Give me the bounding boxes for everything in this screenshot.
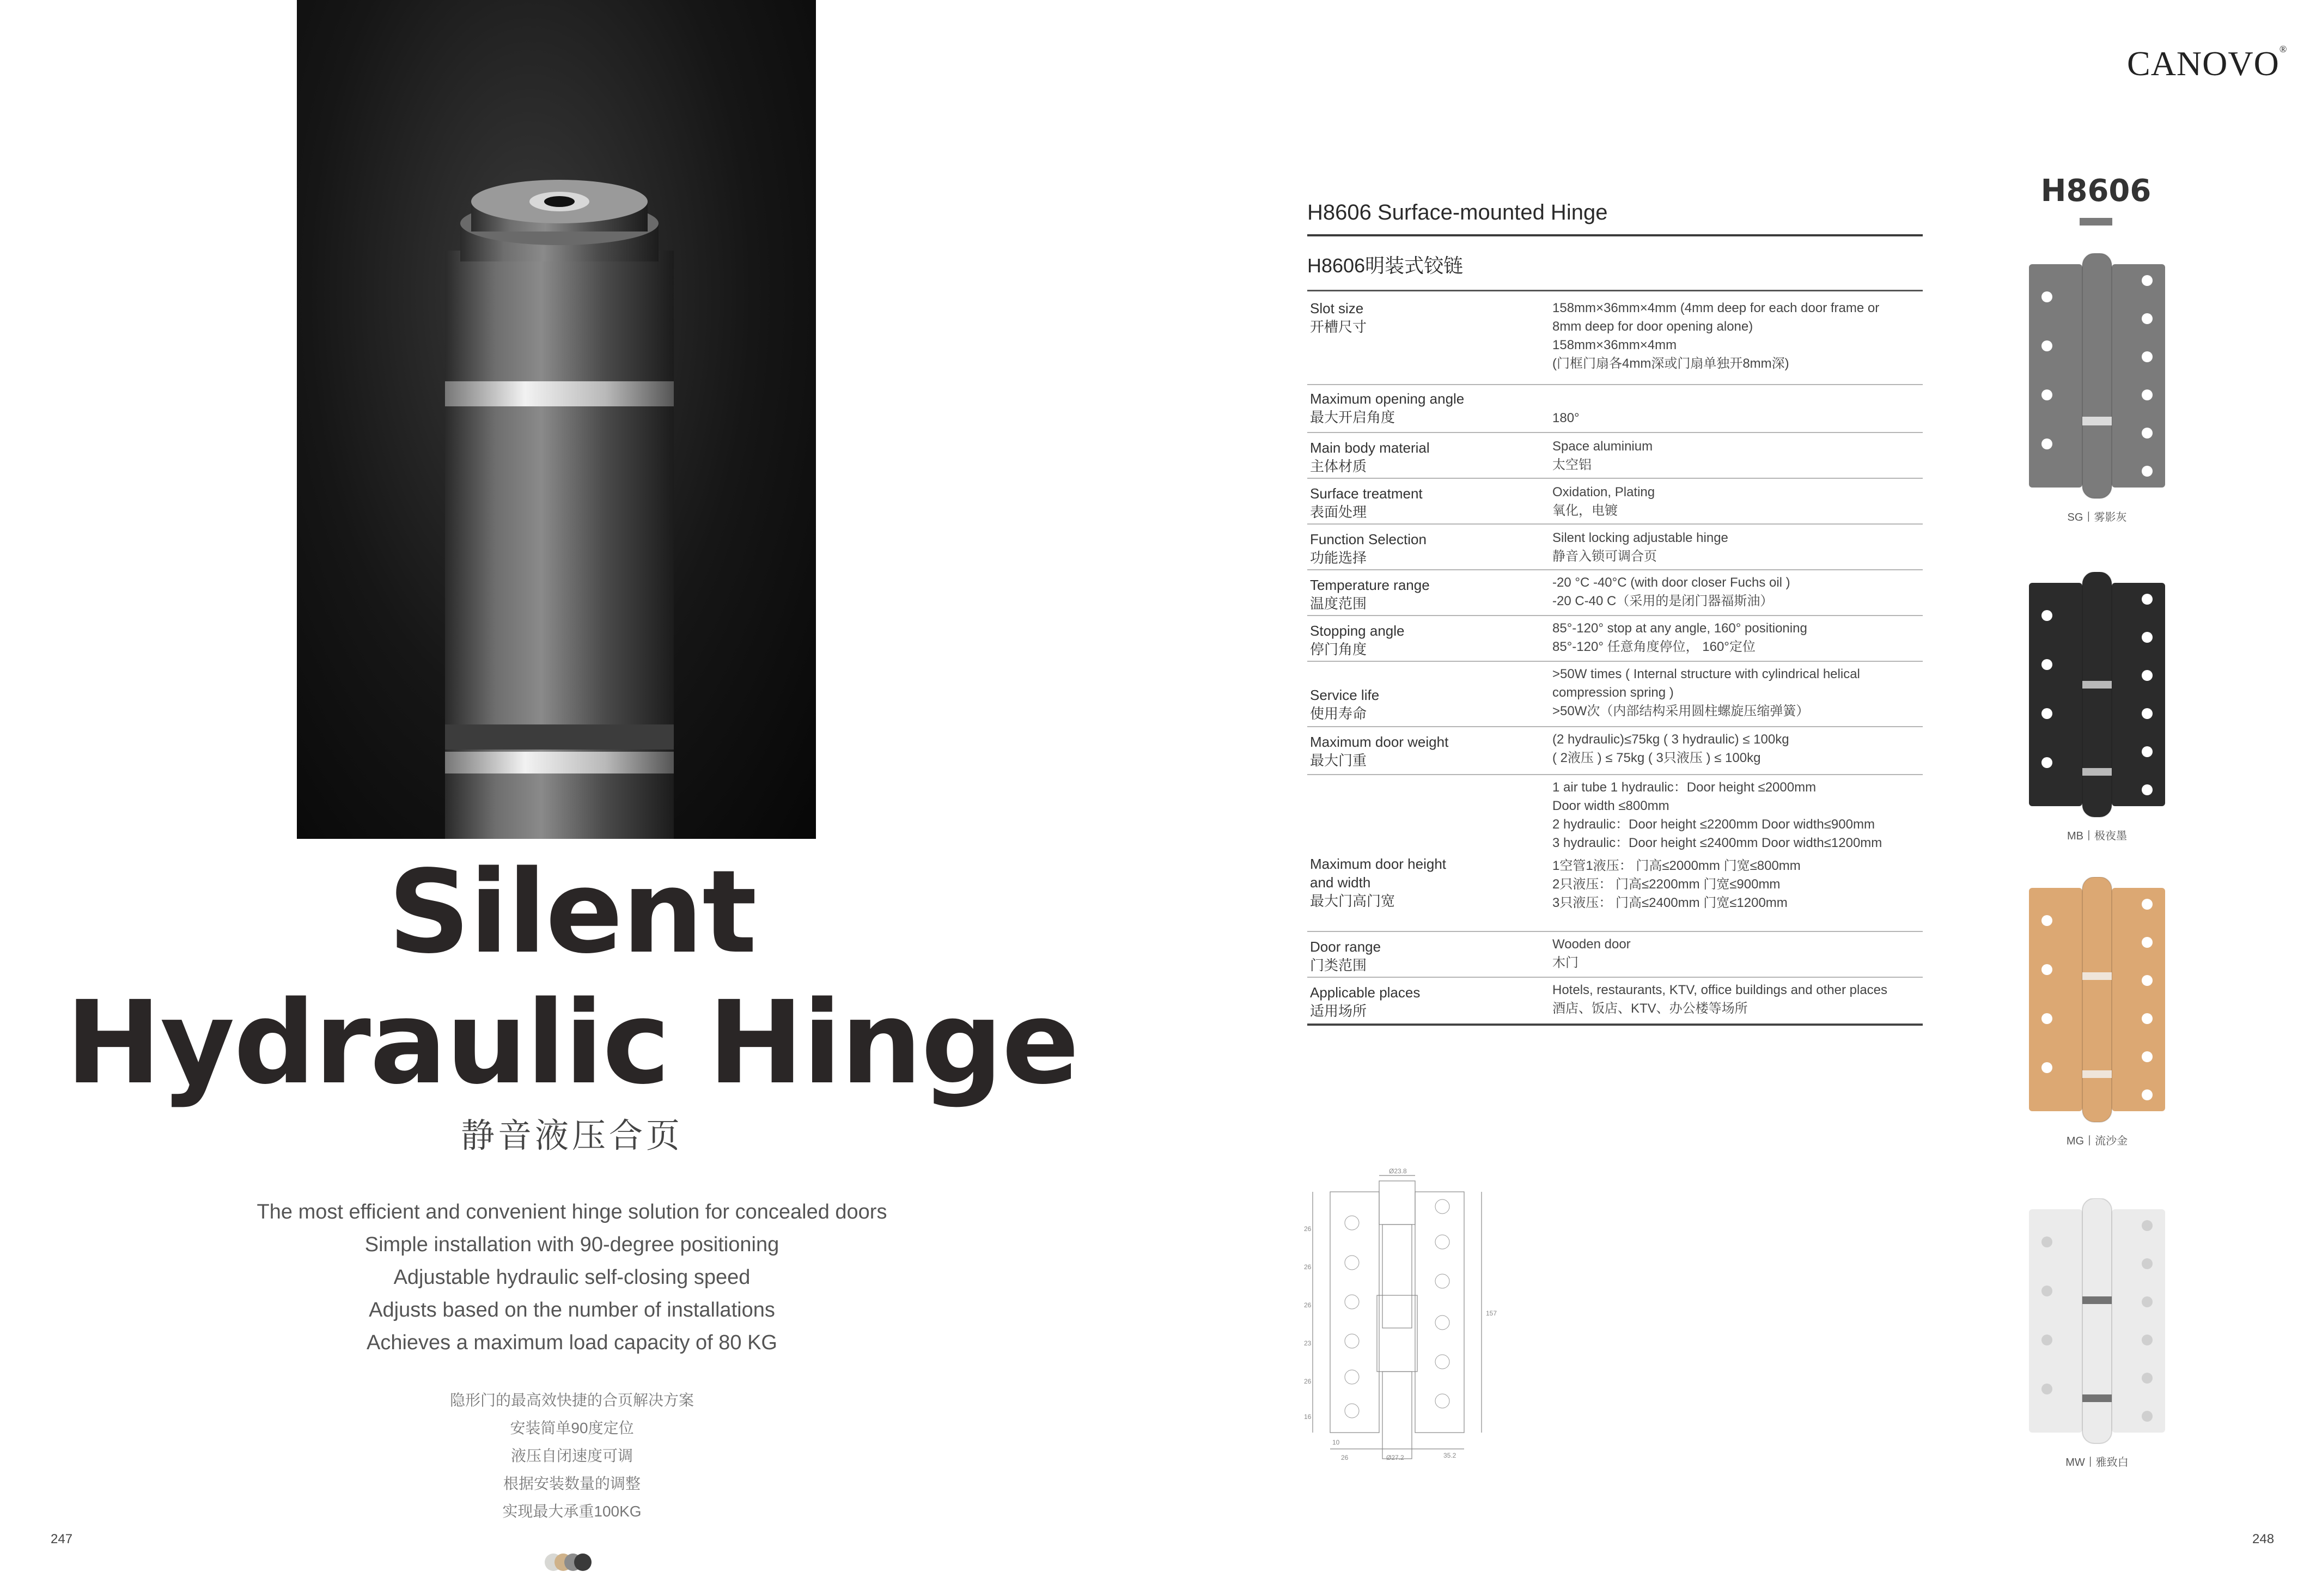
dim-label: 26 <box>1304 1225 1312 1233</box>
spec-label <box>1310 686 1379 723</box>
spec-label-cn: 使用寿命 <box>1310 705 1367 722</box>
spec-value-line: -20 °C -40°C (with door closer Fuchs oil ) <box>1552 575 1790 590</box>
feature-item-en: Adjustable hydraulic self-closing speed <box>393 1266 751 1289</box>
spec-value-line: 2 hydraulic：Door height ≤2200mm Door width≤900mm <box>1552 817 1875 832</box>
model-label: H8606 <box>2040 173 2152 209</box>
spec-value-line: Wooden door <box>1552 937 1631 952</box>
dim-label: 35.2 <box>1443 1452 1456 1459</box>
spec-label-en: Maximum door weight <box>1310 734 1449 750</box>
spec-value <box>1552 299 1923 373</box>
screw-hole-markers <box>1345 1199 1449 1418</box>
hinge-product-image <box>2015 1198 2179 1449</box>
spec-value-line: 85°-120° 任意角度停位， 160°定位 <box>1552 639 1756 654</box>
spec-value <box>1552 437 1923 474</box>
spec-label-en: Service life <box>1310 687 1380 703</box>
spec-label <box>1310 855 1446 910</box>
spec-label <box>1310 389 1464 427</box>
spec-value <box>1552 529 1923 566</box>
spec-value-line: Silent locking adjustable hinge <box>1552 531 1728 545</box>
spec-value-line: 158mm×36mm×4mm <box>1552 338 1677 352</box>
spec-row-opening-angle <box>1307 385 1923 433</box>
dim-label: 10 <box>1332 1439 1340 1446</box>
feature-item-en: Simple installation with 90-degree positioning <box>364 1233 779 1256</box>
spec-value <box>1552 619 1923 656</box>
hinge-product-image <box>2015 253 2179 504</box>
brand-logo <box>2127 44 2287 84</box>
hinge-product-image <box>2015 877 2179 1128</box>
spec-label-en: Surface treatment <box>1310 485 1423 502</box>
color-swatch <box>574 1554 592 1571</box>
variant-sg <box>2015 253 2179 524</box>
spec-label-en: Stopping angle <box>1310 623 1405 639</box>
spec-value-line: compression spring ) <box>1552 685 1674 700</box>
spec-row-temperature <box>1307 570 1923 616</box>
spec-value-line: Door width ≤800mm <box>1552 799 1669 813</box>
spec-value-line: 太空铝 <box>1552 458 1592 472</box>
spec-label-cn: 主体材质 <box>1310 458 1367 474</box>
spec-row-door-weight <box>1307 727 1923 775</box>
hero-product-photo <box>297 0 816 839</box>
page-number-right: 248 <box>2252 1532 2275 1546</box>
spec-value-line: 85°-120° stop at any angle, 160° positioning <box>1552 621 1807 636</box>
spec-value-line: (2 hydraulic)≤75kg ( 3 hydraulic) ≤ 100kg <box>1552 732 1789 747</box>
spec-label-cn: 温度范围 <box>1310 595 1367 612</box>
hydraulic-hinge-closeup-image <box>297 0 816 839</box>
feature-item-cn: 隐形门的最高效快捷的合页解决方案 <box>449 1392 694 1409</box>
spec-value <box>1552 981 1923 1018</box>
hinge-product-image <box>2015 572 2179 823</box>
variant-mw <box>2015 1198 2179 1469</box>
spec-label-en: Slot size <box>1310 300 1364 316</box>
spec-label-cn: 表面处理 <box>1310 504 1367 520</box>
spec-row-function <box>1307 525 1923 570</box>
divider <box>1307 234 1923 236</box>
spec-value <box>1552 574 1923 611</box>
spec-row-slot-size <box>1307 291 1923 385</box>
spec-value <box>1552 409 1923 428</box>
spec-label-en: Main body material <box>1310 440 1430 456</box>
feature-list-cn <box>0 1386 1144 1525</box>
spec-value-line: Space aluminium <box>1552 439 1653 454</box>
spec-value-line: 静音入锁可调合页 <box>1552 549 1657 564</box>
feature-item-cn: 根据安装数量的调整 <box>503 1475 641 1492</box>
spec-label-cn: 最大开启角度 <box>1310 409 1395 425</box>
spec-label-cn: 最大门重 <box>1310 752 1367 769</box>
dim-label: Ø23.8 <box>1389 1167 1407 1175</box>
spec-label-en: and width <box>1310 874 1371 891</box>
spec-label <box>1310 622 1404 659</box>
spec-label-en: Door range <box>1310 939 1381 955</box>
spec-label-cn: 适用场所 <box>1310 1003 1367 1019</box>
variant-caption: SG丨雾影灰 <box>2067 511 2127 523</box>
spec-value-line: ( 2液压 ) ≤ 75kg ( 3只液压 ) ≤ 100kg <box>1552 751 1761 765</box>
dim-label: 157 <box>1486 1309 1497 1317</box>
variant-mg <box>2015 877 2179 1148</box>
variant-caption: MW丨雅致白 <box>2065 1457 2129 1469</box>
spec-row-surface-treatment <box>1307 479 1923 525</box>
hero-title-line-2: Hydraulic Hinge <box>65 976 1078 1110</box>
spec-label-en: Maximum door height <box>1310 856 1446 872</box>
spec-row-body-material <box>1307 433 1923 479</box>
hero-title-line-1: Silent <box>388 845 756 979</box>
spec-value-line: 氧化，电镀 <box>1552 503 1618 518</box>
variant-mb <box>2015 572 2179 843</box>
dim-label: 26 <box>1304 1378 1312 1385</box>
spec-value-line: 1空管1液压： 门高≤2000mm 门宽≤800mm <box>1552 858 1801 873</box>
feature-item-cn: 实现最大承重100KG <box>502 1503 642 1520</box>
technical-drawing <box>1296 1166 1525 1471</box>
spec-value <box>1552 730 1923 767</box>
spec-row-applicable-places <box>1307 978 1923 1026</box>
spec-label-en: Maximum opening angle <box>1310 391 1465 407</box>
spec-value-line: 180° <box>1552 411 1580 425</box>
spec-row-service-life <box>1307 662 1923 727</box>
spec-value-line: 木门 <box>1552 955 1578 970</box>
spec-value-line: 3 hydraulic：Door height ≤2400mm Door width≤1200mm <box>1552 836 1882 850</box>
spec-label-cn: 停门角度 <box>1310 641 1367 657</box>
spec-label <box>1310 438 1430 476</box>
spec-value-line: -20 C-40 C（采用的是闭门器福斯油） <box>1552 594 1773 608</box>
spec-value-line: 3只液压： 门高≤2400mm 门宽≤1200mm <box>1552 896 1788 910</box>
feature-item-en: Achieves a maximum load capacity of 80 KG <box>366 1331 777 1354</box>
spec-value <box>1552 935 1923 972</box>
model-label-underline <box>2080 218 2112 226</box>
spec-label-en: Temperature range <box>1310 577 1430 593</box>
hero-subtitle-cn: 静音液压合页 <box>460 1117 683 1155</box>
spec-value-line: 2只液压： 门高≤2200mm 门宽≤900mm <box>1552 877 1781 892</box>
spec-label-en: Function Selection <box>1310 531 1427 547</box>
spec-label <box>1310 576 1430 613</box>
spec-value <box>1552 665 1923 721</box>
spec-value-line: 8mm deep for door opening alone) <box>1552 319 1753 334</box>
spec-label <box>1310 484 1423 521</box>
spec-value-line: 酒店、饭店、KTV、办公楼等场所 <box>1552 1001 1748 1016</box>
spec-label <box>1310 937 1381 974</box>
spec-row-stopping-angle <box>1307 616 1923 662</box>
spec-title: H8606 Surface-mounted Hinge <box>1307 200 1608 224</box>
variant-caption: MB丨极夜墨 <box>2067 830 2127 842</box>
spec-label <box>1310 733 1448 770</box>
spec-label-cn: 最大门高门宽 <box>1310 893 1395 909</box>
spec-title-cn: H8606明装式铰链 <box>1307 254 1464 277</box>
feature-item-en: The most efficient and convenient hinge solution for concealed doors <box>257 1201 887 1223</box>
hero-title <box>0 847 1144 1108</box>
spec-value <box>1552 483 1923 520</box>
feature-item-cn: 液压自闭速度可调 <box>510 1447 633 1464</box>
spec-value-line: Oxidation, Plating <box>1552 485 1655 499</box>
dim-label: Ø27.2 <box>1386 1454 1404 1461</box>
registered-mark: ® <box>2279 44 2288 54</box>
spec-row-door-range <box>1307 932 1923 978</box>
spec-label-en: Applicable places <box>1310 984 1421 1001</box>
spec-value-line: 158mm×36mm×4mm (4mm deep for each door frame or <box>1552 301 1880 315</box>
dim-label: 26 <box>1341 1454 1349 1461</box>
spec-value-line: >50W次（内部结构采用圆柱螺旋压缩弹簧） <box>1552 704 1809 718</box>
spec-value-line: (门框门扇各4mm深或门扇单独开8mm深) <box>1552 356 1789 371</box>
spec-value-line: >50W times ( Internal structure with cylindrical helical <box>1552 667 1860 681</box>
spec-label-cn: 功能选择 <box>1310 550 1367 566</box>
page-number-left: 247 <box>51 1532 73 1546</box>
spec-value-line: 1 air tube 1 hydraulic：Door height ≤2000mm <box>1552 780 1817 795</box>
brand-name: CANOVO <box>2127 44 2280 83</box>
feature-list-en <box>0 1196 1144 1359</box>
dim-label: 26 <box>1304 1263 1312 1271</box>
feature-item-en: Adjusts based on the number of installations <box>369 1299 775 1321</box>
spec-label-cn: 门类范围 <box>1310 957 1367 973</box>
spec-label-cn: 开槽尺寸 <box>1310 319 1367 335</box>
spec-value <box>1552 778 1923 912</box>
dim-label: 16 <box>1304 1413 1312 1421</box>
dim-label: 23 <box>1304 1339 1312 1347</box>
feature-item-cn: 安装简单90度定位 <box>510 1420 634 1436</box>
spec-label <box>1310 530 1427 567</box>
spec-table <box>1307 291 1923 1026</box>
spec-value-line: Hotels, restaurants, KTV, office buildings and other places <box>1552 983 1888 997</box>
variant-caption: MG丨流沙金 <box>2066 1135 2128 1147</box>
spec-label <box>1310 299 1367 336</box>
spec-row-door-size <box>1307 775 1923 932</box>
dim-label: 26 <box>1304 1301 1312 1309</box>
color-swatch-dots <box>545 1554 610 1572</box>
spec-label <box>1310 983 1420 1020</box>
